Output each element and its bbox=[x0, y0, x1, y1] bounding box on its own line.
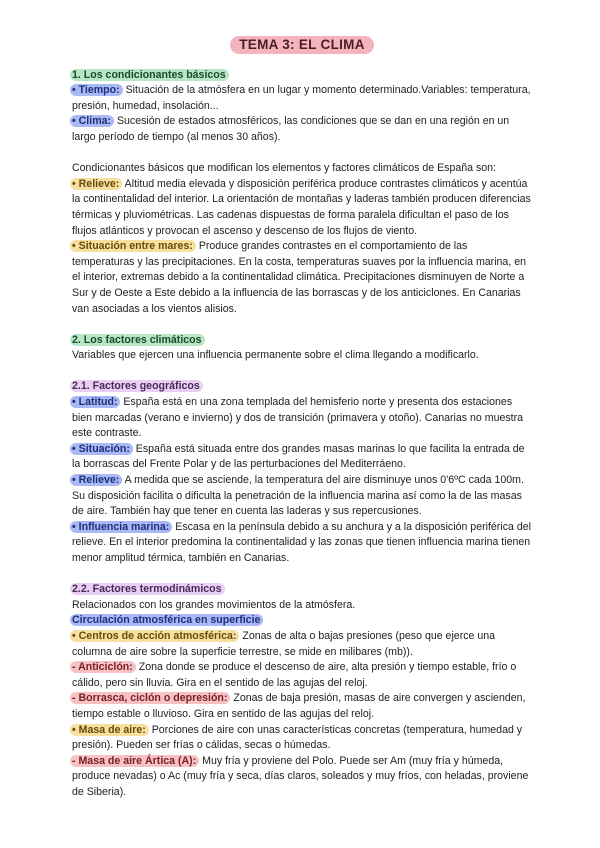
definition: - Borrasca, ciclón o depresión: Zonas de baja presión, masas de aire convergen y ascienden, tiempo estable o lluvioso. Gira en sentido de las agujas del reloj. bbox=[72, 692, 526, 720]
term-label: • Centros de acción atmosférica: bbox=[70, 630, 239, 642]
definition: • Relieve: A medida que se asciende, la temperatura del aire disminuye unos 0'6ºC cada 100m. Su disposición facilita o dificulta la penetración de la influencia marina así como la de las masas de aire. También hay que tener en cuenta las laderas y sus repercusiones. bbox=[72, 474, 524, 518]
subsection-heading: 2.1. Factores geográficos bbox=[70, 380, 203, 392]
definition: - Masa de aire Ártica (A): Muy fría y proviene del Polo. Puede ser Am (muy fría y húmeda, produce nevadas) o Ac (muy fría y seca, días claros, soleados y muy fríos, con heladas, proviene de Siberia). bbox=[72, 754, 529, 798]
page-title: TEMA 3: EL CLIMA bbox=[230, 36, 374, 54]
paragraph: Variables que ejercen una influencia permanente sobre el clima llegando a modificarlo. bbox=[72, 349, 479, 362]
term-label: • Situación: bbox=[70, 443, 133, 455]
term-label: • Masa de aire: bbox=[70, 724, 149, 736]
paragraph: Relacionados con los grandes movimientos de la atmósfera. bbox=[72, 598, 356, 611]
definition: • Situación: España está situada entre dos grandes masas marinas lo que facilita la entrada de la borrascas del Frente Polar y de las perturbaciones del Mediterráeno. bbox=[72, 442, 525, 471]
definition: • Clima: Sucesión de estados atmosféricos, las condiciones que se dan en una región en un largo período de tiempo (al menos 30 años). bbox=[72, 115, 510, 143]
definition: • Tiempo: Situación de la atmósfera en un lugar y momento determinado.Variables: temperatura, presión, humedad, insolación... bbox=[72, 84, 531, 112]
term-label: • Relieve: bbox=[70, 178, 122, 190]
document-page bbox=[72, 36, 532, 801]
definition: • Situación entre mares: Produce grandes contrastes en el comportamiento de las temperaturas y las precipitaciones. En la costa, temperaturas suaves por la influencia marina, en el interior, extremas debido a la continentalidad climática. Precipitaciones disminuyen de Norte a Sur y de Oeste a Este debido a la influencia de las borrascas y de los anticiclones. En Canarias van asociadas a los vientos alisios. bbox=[72, 240, 526, 315]
term-label: - Borrasca, ciclón o depresión: bbox=[70, 692, 230, 704]
definition: • Influencia marina: Escasa en la península debido a su anchura y a la disposición periférica del relieve. En el interior predomina la continentalidad y las zonas que tienen influencia marina tienen menor amplitud térmica, también en Canarias. bbox=[72, 520, 531, 564]
definition: • Masa de aire: Porciones de aire con unas características concretas (temperatura, humedad y presión). Pueden ser frías o cálidas, secas o húmedas. bbox=[72, 723, 523, 752]
term-label: • Relieve: bbox=[70, 474, 122, 486]
definition: • Latitud: España está en una zona templada del hemisferio norte y presenta dos estaciones bien marcadas (verano e invierno) y dos de transición (primavera y otoño). Canarias no muestra este contraste. bbox=[72, 396, 524, 440]
term-label: • Clima: bbox=[70, 115, 114, 127]
term-label: • Tiempo: bbox=[70, 84, 123, 96]
section-heading: 1. Los condicionantes básicos bbox=[70, 69, 229, 81]
section-heading: 2. Los factores climáticos bbox=[70, 334, 205, 346]
paragraph: Condicionantes básicos que modifican los elementos y factores climáticos de España son: bbox=[72, 162, 496, 175]
term-label: • Influencia marina: bbox=[70, 521, 172, 533]
topic-heading: Circulación atmosférica en superficie bbox=[70, 614, 263, 626]
definition: • Centros de acción atmosférica: Zonas de alta o bajas presiones (peso que ejerce una columna de aire sobre la superficie terrestre, se mide en milibares (mb)). bbox=[72, 629, 496, 658]
term-label: • Latitud: bbox=[70, 396, 120, 408]
term-label: - Anticiclón: bbox=[70, 661, 136, 673]
term-label: - Masa de aire Ártica (A): bbox=[70, 755, 199, 767]
term-label: • Situación entre mares: bbox=[70, 240, 196, 252]
definition: • Relieve: Altitud media elevada y disposición periférica produce contrastes climáticos y acentúa la continentalidad del interior. La orientación de montañas y laderas también producen diferencias térmicas y pluviométricas. Las cadenas dispuestas de forma paralela dificultan el paso de los flujos atlánticos y provocan el ascenso y descenso de los flujos de viento. bbox=[72, 177, 531, 237]
definition: - Anticiclón: Zona donde se produce el descenso de aire, alta presión y tiempo estable, frío o cálido, pero sin lluvia. Gira en el sentido de las agujas del reloj. bbox=[72, 661, 517, 689]
subsection-heading: 2.2. Factores termodinámicos bbox=[70, 583, 225, 595]
